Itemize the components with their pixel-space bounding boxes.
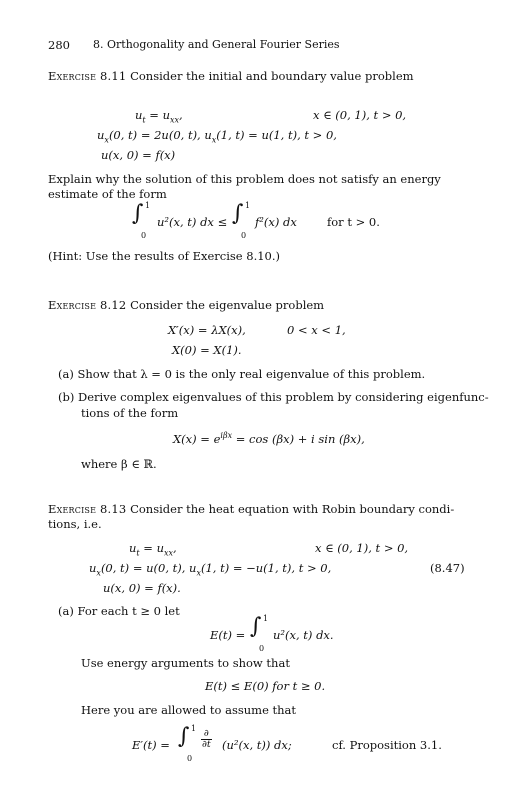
fraction-denominator: ∂t [202, 738, 211, 750]
equation-eigenfunction [173, 431, 365, 446]
paragraph-line: Use energy arguments to show that [81, 656, 290, 670]
upper-limit: 1 [191, 724, 197, 733]
equation-boundary: $u_x(0$, t) = u(0, t), $u_x(1$, t) = −u(1, t), t > 0, [89, 561, 332, 578]
lower-limit: 0 [241, 231, 247, 240]
eq-term: = u [143, 541, 164, 555]
eq-term: u [89, 561, 97, 575]
upper-limit: 1 [263, 614, 269, 623]
energy-lhs: E(t) = [210, 628, 246, 642]
exercise-label: Exercise 8.13 [48, 502, 127, 516]
equation-condition: x ∈ (0, 1), t > 0, [313, 108, 407, 122]
exercise-label: Exercise 8.11 [48, 69, 127, 83]
equation-condition: 0 < x < 1, [287, 323, 346, 337]
eq-term: (0, t) = u(0, t), u [100, 561, 197, 575]
equation-pde: $u_t = u_{xx}$, [129, 541, 177, 558]
integral-sign: ∫ 1 0 [132, 201, 151, 240]
lower-limit: 0 [187, 754, 193, 763]
eq-term: u [97, 128, 105, 142]
part-b-line: (b) Derive complex eigenvalues of this problem by considering eigenfunc- [58, 390, 489, 404]
inequality-left: u²(x, t) dx ≤ [157, 215, 228, 229]
hint-text: (Hint: Use the results of Exercise 8.10.) [48, 249, 281, 263]
exercise-8-11-heading [48, 69, 414, 83]
eq-term: = u [149, 108, 170, 122]
where-clause: where β ∈ ℝ. [81, 457, 157, 471]
energy-derivative-integrand: (u²(x, t)) dx; [222, 738, 292, 752]
upper-limit: 1 [245, 201, 251, 210]
paragraph-line: tions, i.e. [48, 517, 102, 531]
exercise-intro: Consider the initial and boundary value problem [130, 69, 414, 83]
equation-pde: $u_t = u_{xx}$, [135, 108, 183, 125]
equation-number: (8.47) [430, 561, 465, 575]
integral-sign: ∫ 1 0 [178, 724, 197, 763]
integral-sign: ∫ 1 0 [232, 201, 251, 240]
lower-limit: 0 [141, 231, 147, 240]
running-title: 8. Orthogonality and General Fourier Series [93, 38, 340, 51]
exercise-8-12-heading [48, 298, 324, 312]
eq-term: X(x) = e [173, 431, 221, 446]
integral-sign: ∫ 1 0 [250, 614, 269, 653]
part-a: (a) For each t ≥ 0 let [58, 604, 180, 618]
fraction-numerator: ∂ [201, 729, 212, 740]
paragraph-line: estimate of the form [48, 187, 167, 201]
proposition-reference: cf. Proposition 3.1. [332, 738, 442, 752]
eq-term: = cos (βx) + i sin (βx), [235, 431, 365, 446]
energy-integrand: u²(x, t) dx. [273, 628, 334, 642]
equation-periodic: X(0) = X(1). [172, 343, 242, 357]
upper-limit: 1 [145, 201, 151, 210]
inequality-right: f²(x) dx [255, 215, 297, 229]
page-number: 280 [48, 38, 70, 52]
eq-term: (1, t) = u(1, t), t > 0, [216, 128, 337, 142]
eq-term: (1, t) = −u(1, t), t > 0, [200, 561, 332, 575]
inequality-condition: for t > 0. [327, 215, 380, 229]
eq-term: u [135, 108, 143, 122]
lower-limit: 0 [259, 644, 265, 653]
equation-condition: x ∈ (0, 1), t > 0, [315, 541, 409, 555]
part-b-line: tions of the form [81, 406, 179, 420]
exercise-label: Exercise 8.12 [48, 298, 127, 312]
partial-fraction [201, 729, 212, 750]
eq-superscript: iβx [220, 431, 233, 440]
equation-ode: X′(x) = λX(x), [168, 323, 246, 337]
equation-initial: u(x, 0) = f(x) [101, 148, 176, 162]
part-a: (a) Show that λ = 0 is the only real eigenvalue of this problem. [58, 367, 426, 381]
eq-term: u [129, 541, 137, 555]
exercise-intro: Consider the heat equation with Robin boundary condi- [130, 502, 455, 516]
exercise-intro: Consider the eigenvalue problem [130, 298, 325, 312]
paragraph-line: Here you are allowed to assume that [81, 703, 297, 717]
paragraph-line: Explain why the solution of this problem does not satisfy an energy [48, 172, 441, 186]
energy-bound: E(t) ≤ E(0) for t ≥ 0. [205, 679, 326, 693]
eq-term: (0, t) = 2u(0, t), u [108, 128, 212, 142]
equation-boundary: $u_x(0$, t) = 2u(0, t), $u_x(1$, t) = u(1, t), t > 0, [97, 128, 337, 145]
exercise-8-13-heading [48, 502, 454, 516]
energy-derivative-lhs: E′(t) = [132, 738, 170, 752]
equation-initial: u(x, 0) = f(x). [103, 581, 181, 595]
